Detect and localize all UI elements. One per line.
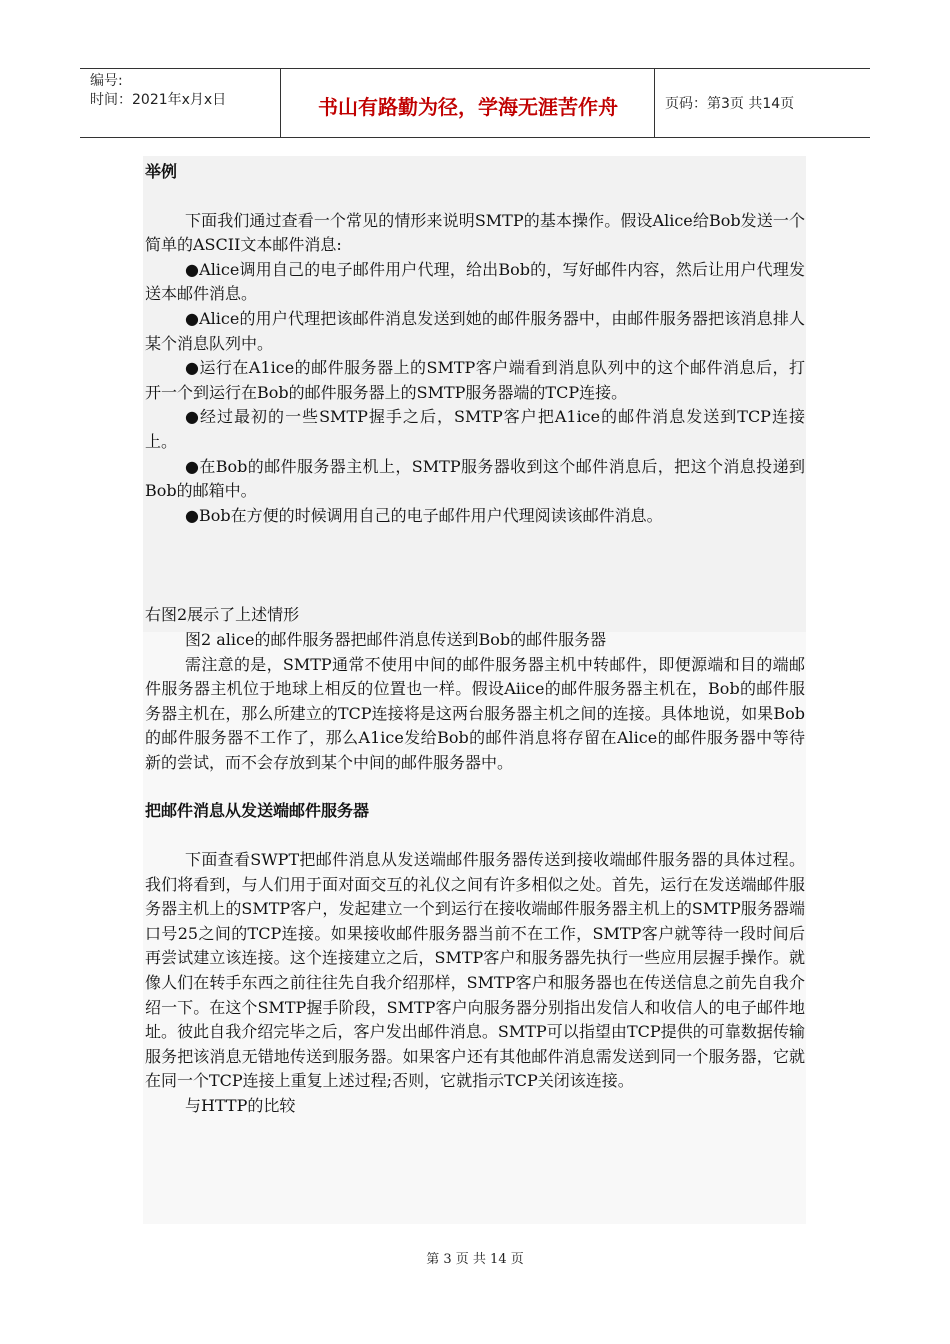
- document-body: [145, 160, 805, 1119]
- page-header: [80, 68, 870, 138]
- bullet-item: ●在Bob的邮件服务器主机上，SMTP服务器收到这个邮件消息后，把这个消息投递到Bob的邮箱中。: [145, 456, 805, 501]
- bullet-item: ●Alice的用户代理把该邮件消息发送到她的邮件服务器中，由邮件服务器把该消息排人某个消息队列中。: [145, 308, 805, 353]
- header-meta: [90, 72, 226, 110]
- bullet-item: ●运行在A1ice的邮件服务器上的SMTP客户端看到消息队列中的这个邮件消息后，打开一个到运行在Bob的邮件服务器上的SMTP服务器端的TCP连接。: [145, 358, 805, 402]
- section-heading-transfer: 把邮件消息从发送端邮件服务器: [145, 801, 370, 821]
- header-divider: [280, 69, 281, 137]
- page-footer: 第 3 页 共 14 页: [426, 1252, 524, 1267]
- transfer-paragraph: 下面查看SWPT把邮件消息从发送端邮件服务器传送到接收端邮件服务器的具体过程。我们将看到，与人们用于面对面交互的礼仪之间有许多相似之处。首先，运行在发送端邮件服务器主机上的SMTP客户，发起建立一个到运行在接收端邮件服务器主机上的SMTP服务器端口号25之间的TCP连接。如果接收邮件服务器当前不在工作，SMTP客户就等待一段时间后再尝试建立该连接。这个连接建立之后，SMTP客户和服务器先执行一些应用层握手操作。就像人们在转手东西之前往往先自我介绍那样，SMTP客户和服务器也在传送信息之前先自我介绍一下。在这个SMTP握手阶段，SMTP客户向服务器分别指出发信人和收信人的电子邮件地址。彼此自我介绍完毕之后，客户发出邮件消息。SMTP可以指望由TCP提供的可靠数据传输服务把该消息无错地传送到服务器。如果客户还有其他邮件消息需发送到同一个服务器，它就在同一个TCP连接上重复上述过程;否则，它就指示TCP关闭该连接。: [145, 850, 805, 1091]
- bullet-item: ●Alice调用自己的电子邮件用户代理，给出Bob的，写好邮件内容，然后让用户代理发送本邮件消息。: [145, 259, 805, 304]
- bullet-item: ●经过最初的一些SMTP握手之后，SMTP客户把A1ice的邮件消息发送到TCP连接上。: [145, 407, 805, 451]
- document-number-label: 编号:: [90, 73, 123, 89]
- document-date: 时间：2021年x月x日: [90, 92, 227, 108]
- header-divider: [654, 69, 655, 137]
- figure-reference: 右图2展示了上述情形: [145, 605, 300, 625]
- header-motto: 书山有路勤为径，学海无涯苦作舟: [318, 95, 618, 119]
- note-paragraph: 需注意的是，SMTP通常不使用中间的邮件服务器主机中转邮件，即便源端和目的端邮件服务器主机位于地球上相反的位置也一样。假设Aiice的邮件服务器主机在，Bob的邮件服务器主机在，那么所建立的TCP连接将是这两台服务器主机之间的连接。具体地说，如果Bob的邮件服务器不工作了，那么A1ice发给Bob的邮件消息将存留在Alice的邮件服务器中等待新的尝试，而不会存放到某个中间的邮件服务器中。: [145, 654, 805, 772]
- header-page-info: 页码：第3页 共14页: [665, 96, 795, 112]
- http-comparison-line: 与HTTP的比较: [185, 1096, 296, 1115]
- bullet-item: ●Bob在方便的时候调用自己的电子邮件用户代理阅读该邮件消息。: [185, 505, 663, 525]
- figure-caption: 图2 alice的邮件服务器把邮件消息传送到Bob的邮件服务器: [185, 629, 607, 649]
- intro-paragraph: 下面我们通过查看一个常见的情形来说明SMTP的基本操作。假设Alice给Bob发送一个简单的ASCII文本邮件消息:: [145, 210, 805, 255]
- section-heading-example: 举例: [145, 162, 178, 181]
